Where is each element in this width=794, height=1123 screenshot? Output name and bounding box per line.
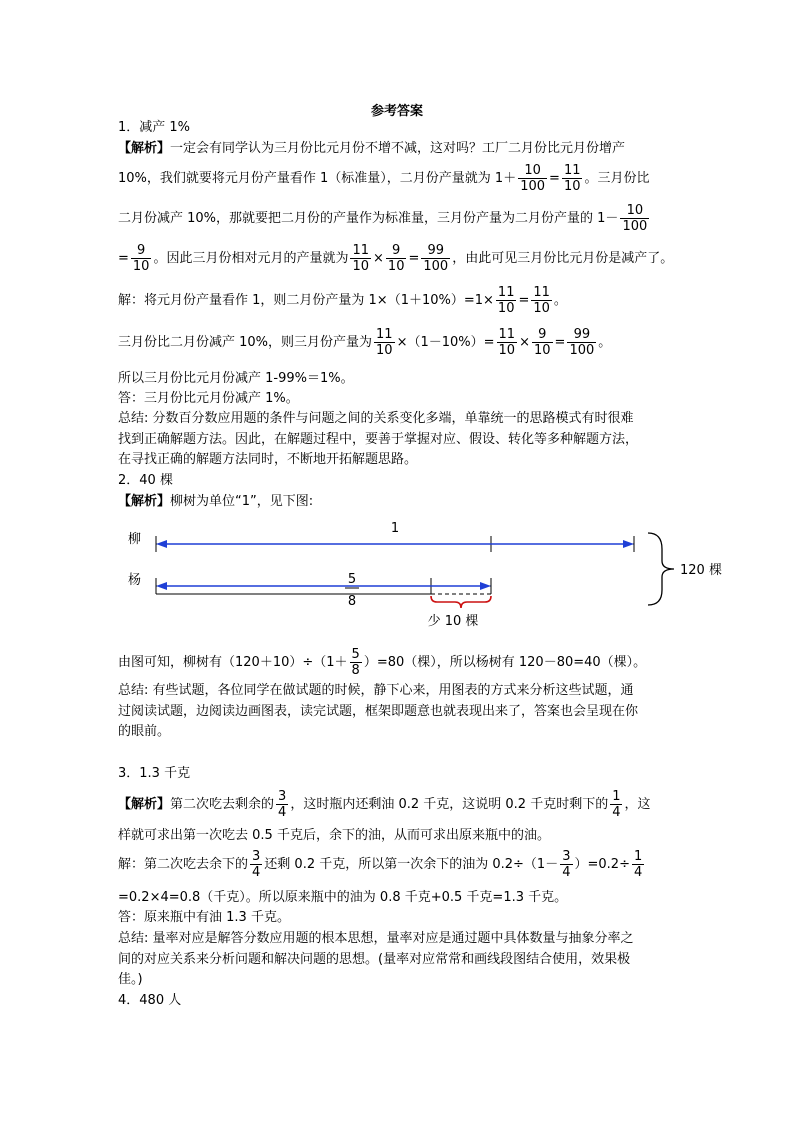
q3-line-4: =0.2×4=0.8（千克）。所以原来瓶中的油为 0.8 千克+0.5 千克=1.3 千克。 [118,890,568,905]
q3-line-2: 样就可求出第一次吃去 0.5 千克后，余下的油，从而可求出原来瓶中的油。 [118,828,550,843]
q1-line-3: 二月份减产 10%，那就要把二月份的产量作为标准量，三月份产量为二月份产量的 1－ $\frac{10}{100}$ [118,203,648,234]
q1-line-8: 答：三月份比元月份减产 1%。 [118,391,299,406]
q1-line-1: 【解析】一定会有同学认为三月份比元月份不增不减，这对吗？工厂二月份比元月份增产 [118,141,626,156]
q3-answer: 3．1.3 千克 [118,766,191,781]
q2-summary-1: 总结: 有些试题，各位同学在做试题的时候，静下心来，用图表的方式来分析这些试题，通 [118,683,634,698]
q2-summary-2: 过阅读试题，边阅读边画图表，读完试题，框架即题意也就表现出来了，答案也会呈现在你 [118,704,639,719]
q2-line-2: 由图可知，柳树有（120＋10）÷（1＋ $\frac{5}{8}$ ）=80（棵），所以杨树有 120－80=40（棵）。 [118,647,647,678]
q4-answer: 4．480 人 [118,993,182,1008]
q3-line-3: 解：第二次吃去余下的 $\frac{3}{4}$ 还剩 0.2 千克，所以第一次余下的油为 0.2÷（1－ $\frac{3}{4}$ ）=0.2÷ $\frac{1}{4}$ [118,849,643,880]
q3-line-5: 答：原来瓶中有油 1.3 千克。 [118,910,290,925]
difference-brace [431,596,491,608]
q1-line-5: 解：将元月份产量看作 1，则二月份产量为 1×（1＋10%）=1× $\frac{11}{10}$ = $\frac{11}{10}$ 。 [118,285,567,316]
willow-label: 柳 [128,532,142,547]
q3-line-1: 【解析】第二次吃去剩余的 $\frac{3}{4}$ ，这时瓶内还剩油 0.2 千克，这说明 0.2 千克时剩下的 $\frac{1}{4}$ ，这 [118,789,651,820]
q3-summary-1: 总结: 量率对应是解答分数应用题的根本思想，量率对应是通过题中具体数量与抽象分率之 [118,931,634,946]
q1-line-2: 10%，我们就要将元月份产量看作 1（标准量），二月份产量就为 1＋ $\frac{10}{100}$ = $\frac{11}{10}$ 。三月份比 [118,163,650,194]
q2-line-1: 【解析】柳树为单位“1”，见下图: [118,494,314,509]
q1-line-7: 所以三月份比元月份减产 1-99%＝1%。 [118,371,354,386]
q1-summary-2: 找到正确解题方法。因此，在解题过程中，要善于掌握对应、假设、转化等多种解题方法， [118,432,639,447]
q1-summary-1: 总结: 分数百分数应用题的条件与问题之间的关系变化多端，单靠统一的思路模式有时很难 [118,411,634,426]
q3-summary-3: 佳。) [118,972,143,987]
q2-answer: 2．40 棵 [118,473,173,488]
q1-answer: 1．减产 1% [118,120,191,135]
q3-summary-2: 间的对应关系来分析问题和解决问题的思想。(量率对应常常和画线段图结合使用，效果极 [118,952,631,967]
total-brace [648,533,674,605]
q2-summary-3: 的眼前。 [118,724,171,739]
total-label: 120 棵 [680,563,722,578]
page-title: 参考答案 [370,104,423,119]
poplar-label: 杨 [128,573,142,588]
less-label: 少 10 棵 [427,614,479,629]
poplar-fraction-denominator: 8 [347,594,357,609]
q1-line-6: 三月份比二月份减产 10%，则三月份产量为 $\frac{11}{10}$ ×（1－10%）= $\frac{11}{10}$ × $\frac{9}{10}$ = $\frac{99}{100}$ 。 [118,327,612,358]
willow-unit-label: 1 [390,521,400,536]
poplar-fraction-numerator: 5 [347,572,357,587]
q1-summary-3: 在寻找正确的解题方法同时，不断地开拓解题思路。 [118,452,418,467]
q1-line-4: = $\frac{9}{10}$ 。因此三月份相对元月的产量就为 $\frac{11}{10}$ × $\frac{9}{10}$ = $\frac{99}{100}$ ，由此可见三月份比元月份是减产了。 [118,243,674,274]
